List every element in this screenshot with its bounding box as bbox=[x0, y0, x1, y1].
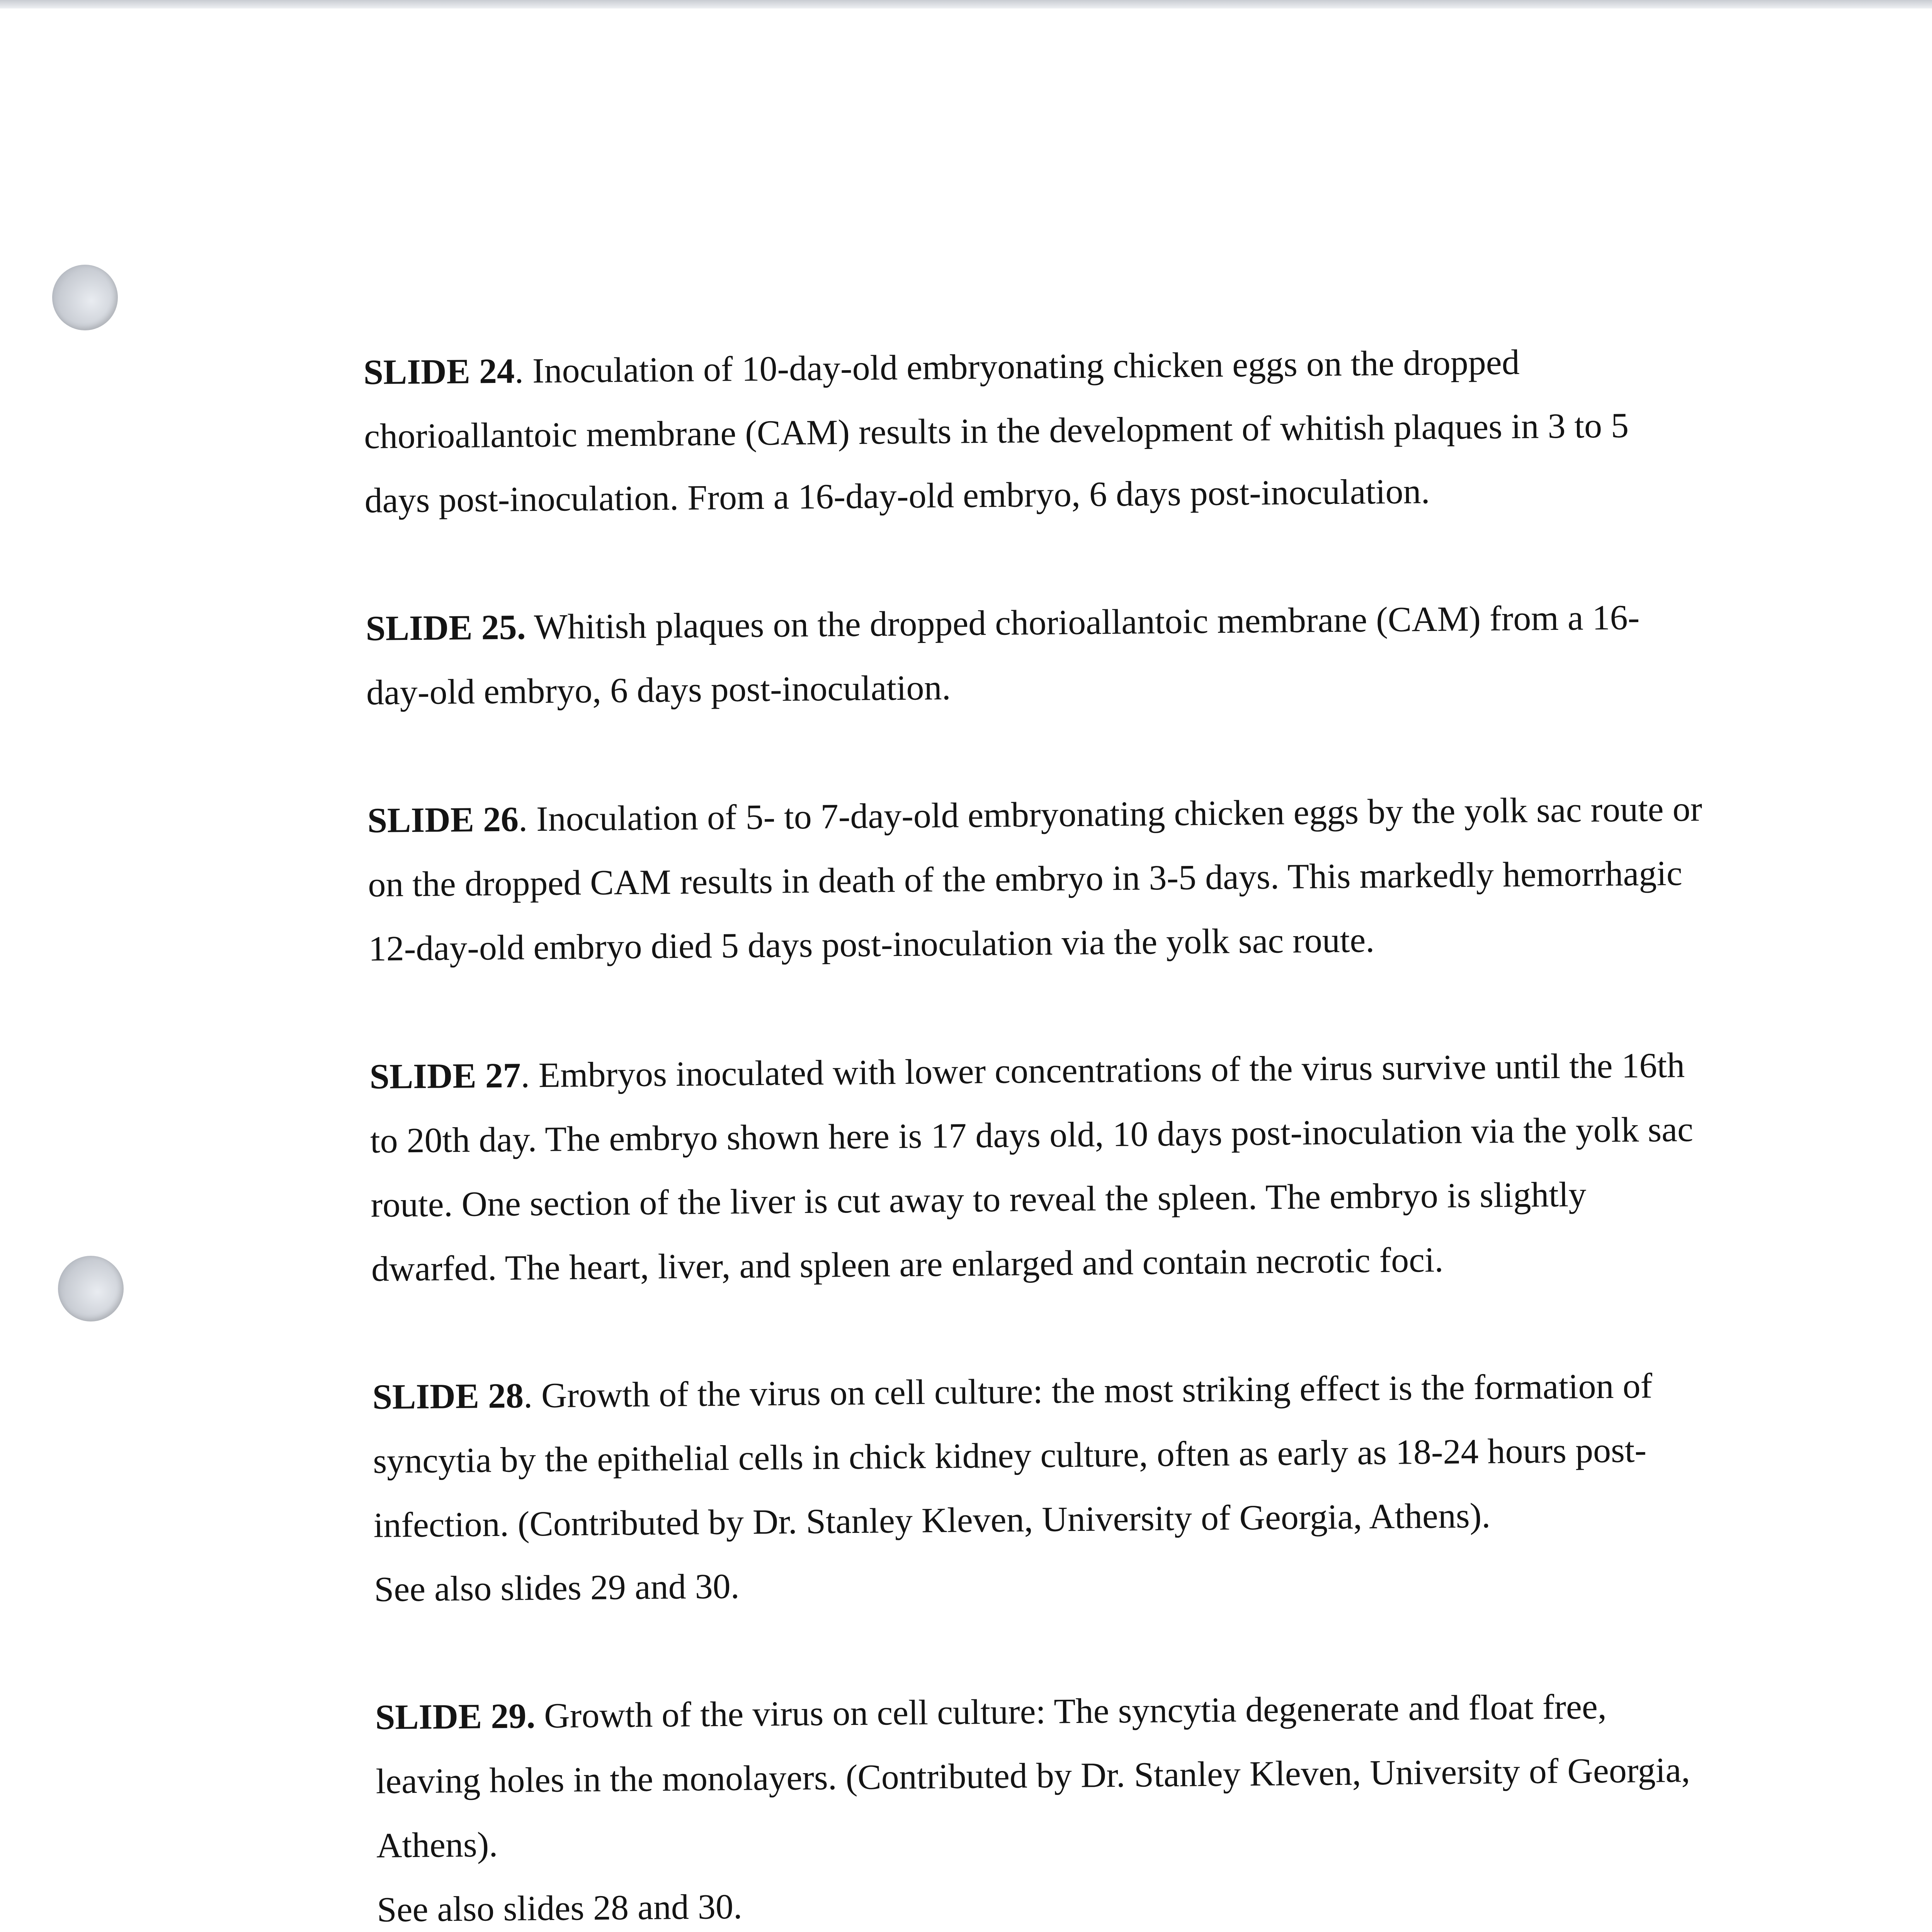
slide-27-text: . Embryos inoculated with lower concentrations of the virus survive until the 16th to 20th day. The embryo shown here is 17 days old, 10 days post-inoculation via the yolk sac route. One section of the liver is cut away to reveal the spleen. The embryo is slightly dwarfed. The heart, liver, and spleen are enlarged and contain necrotic foci. bbox=[370, 1045, 1694, 1289]
slide-24-label: SLIDE 24 bbox=[363, 351, 515, 392]
slide-27-description bbox=[369, 1033, 1709, 1301]
slide-26-text: . Inoculation of 5- to 7-day-old embryonating chicken eggs by the yolk sac route or on the dropped CAM results in death of the embryo in 3-5 days. This markedly hemorrhagic 12-day-old embryo died 5 days post-inoculation via the yolk sac route. bbox=[367, 789, 1702, 968]
slide-28-label: SLIDE 28 bbox=[372, 1376, 524, 1417]
slide-24-description bbox=[363, 328, 1702, 532]
slide-25-label: SLIDE 25. bbox=[366, 607, 526, 648]
slide-26-label: SLIDE 26 bbox=[367, 799, 519, 840]
slide-24-text: . Inoculation of 10-day-old embryonating chicken eggs on the dropped chorioallantoic membrane (CAM) results in the development of whitish plaques in 3 to 5 days post-inoculation. From a 16-day-old embryo, 6 days post-inoculation. bbox=[364, 342, 1629, 520]
slide-29-see-also: See also slides 28 and 30. bbox=[377, 1886, 743, 1929]
slide-29-description bbox=[375, 1673, 1714, 1932]
binder-hole-middle bbox=[58, 1256, 124, 1321]
slide-29-text: Growth of the virus on cell culture: The syncytia degenerate and float free, leaving holes in the monolayers. (Contributed by Dr. Stanley Kleven, University of Georgia, Athens). bbox=[376, 1687, 1690, 1865]
slide-25-description bbox=[366, 585, 1704, 724]
document-body bbox=[363, 328, 1718, 1932]
slide-28-text: . Growth of the virus on cell culture: the most striking effect is the formation of syncytia by the epithelial cells in chick kidney culture, often as early as 18-24 hours post-infection. (Contributed by Dr. Stanley Kleven, University of Georgia, Athens). bbox=[372, 1366, 1653, 1545]
slide-29-label: SLIDE 29. bbox=[375, 1696, 536, 1737]
slide-26-description bbox=[367, 777, 1706, 981]
slide-28-see-also: See also slides 29 and 30. bbox=[374, 1566, 740, 1609]
slide-27-label: SLIDE 27 bbox=[369, 1055, 521, 1096]
binder-hole-top bbox=[52, 265, 118, 330]
slide-28-description bbox=[372, 1353, 1711, 1621]
slide-25-text: Whitish plaques on the dropped chorioallantoic membrane (CAM) from a 16-day-old embryo, 6 days post-inoculation. bbox=[366, 597, 1640, 712]
scan-top-edge bbox=[0, 0, 1932, 9]
